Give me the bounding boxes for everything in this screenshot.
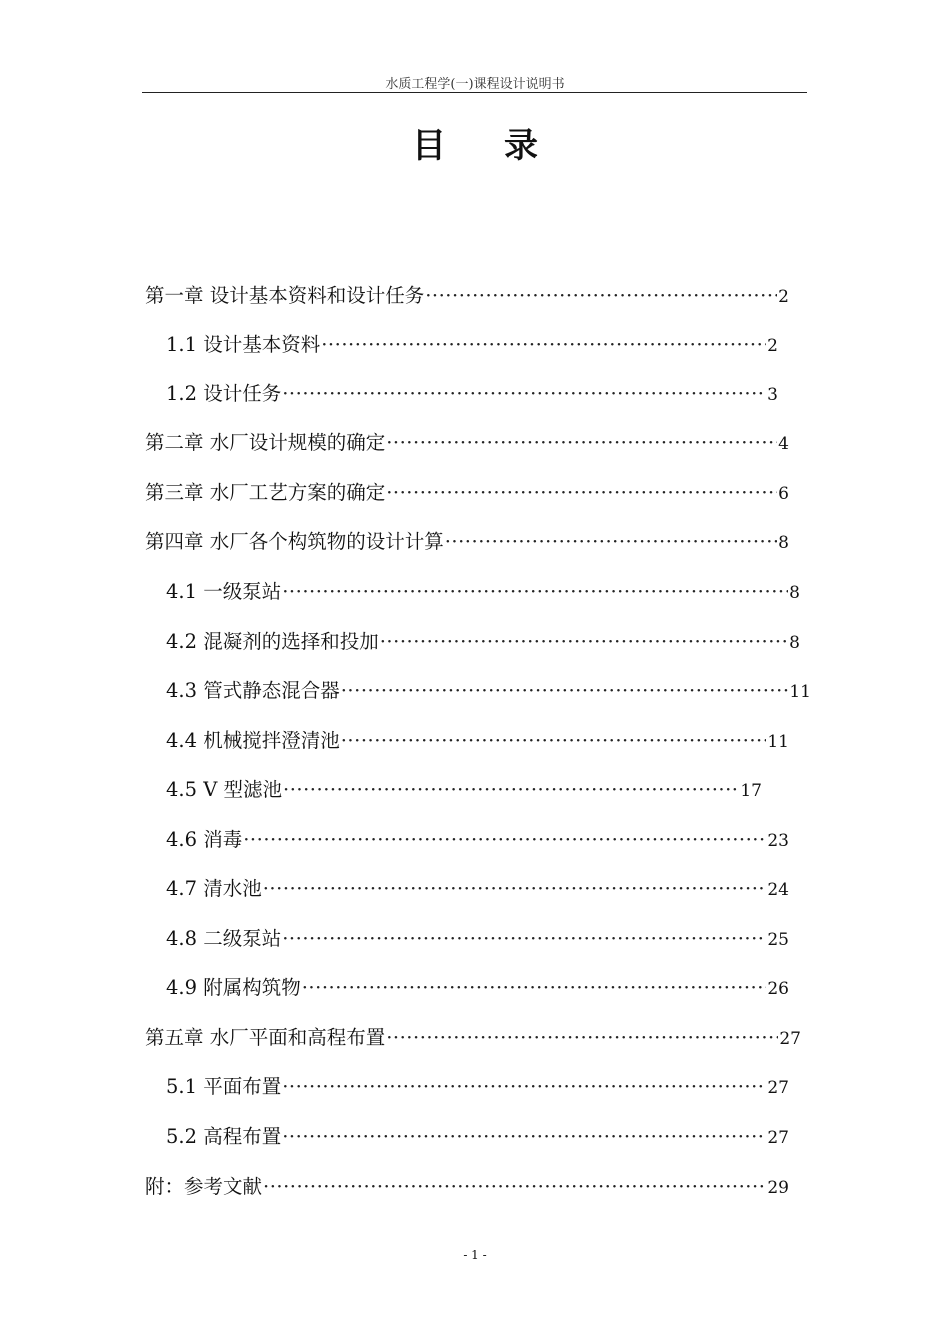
toc-entry-4-4[interactable] xyxy=(166,725,789,755)
toc-page-number: 27 xyxy=(779,1029,801,1049)
toc-label: 4.5 V 型滤池 xyxy=(166,778,282,801)
toc-entry-5-1[interactable] xyxy=(166,1071,789,1101)
toc-leader xyxy=(302,976,767,999)
title-char-2: 录 xyxy=(504,126,538,166)
toc-label: 4.3 管式静态混合器 xyxy=(166,679,340,702)
title-char-1: 目 xyxy=(412,126,446,166)
toc-page-number: 8 xyxy=(789,583,800,603)
toc-page-number: 2 xyxy=(778,287,789,307)
toc-leader xyxy=(282,1125,766,1148)
toc-label: 5.2 高程布置 xyxy=(166,1125,282,1148)
toc-entry-4-2[interactable] xyxy=(166,626,800,656)
toc-page-number: 17 xyxy=(740,781,762,801)
toc-label: 4.2 混凝剂的选择和投加 xyxy=(166,630,379,653)
toc-label: 4.9 附属构筑物 xyxy=(166,976,301,999)
toc-entry-1-1[interactable] xyxy=(166,329,778,359)
toc-leader xyxy=(282,382,766,405)
toc-page-number: 6 xyxy=(778,484,789,504)
toc-label: 4.8 二级泵站 xyxy=(166,927,282,950)
toc-leader xyxy=(282,580,788,603)
toc-entry-4-5[interactable] xyxy=(166,774,762,804)
toc-label: 1.1 设计基本资料 xyxy=(166,333,321,356)
toc-page-number: 11 xyxy=(767,732,789,752)
toc-leader xyxy=(243,828,766,851)
toc-page-number: 2 xyxy=(767,336,778,356)
toc-leader xyxy=(425,284,777,307)
toc-entry-chapter-3[interactable] xyxy=(145,477,789,507)
toc-label: 4.4 机械搅拌澄清池 xyxy=(166,729,340,752)
toc-page-number: 8 xyxy=(789,633,800,653)
toc-label: 第一章 设计基本资料和设计任务 xyxy=(145,284,425,307)
toc-entry-4-9[interactable] xyxy=(166,972,789,1002)
toc-leader xyxy=(341,679,789,702)
toc-leader xyxy=(263,1175,766,1198)
toc-label: 第五章 水厂平面和高程布置 xyxy=(145,1026,386,1049)
toc-label: 第二章 水厂设计规模的确定 xyxy=(145,431,386,454)
toc-leader xyxy=(321,333,766,356)
toc-label: 1.2 设计任务 xyxy=(166,382,282,405)
toc-leader xyxy=(341,729,767,752)
toc-label: 5.1 平面布置 xyxy=(166,1075,282,1098)
toc-entry-chapter-2[interactable] xyxy=(145,427,789,457)
toc-page-number: 29 xyxy=(767,1178,789,1198)
toc-entry-1-2[interactable] xyxy=(166,378,778,408)
toc-leader xyxy=(445,530,777,553)
toc-entry-references[interactable] xyxy=(145,1171,789,1201)
toc-entry-4-3[interactable] xyxy=(166,675,811,705)
toc-label: 4.6 消毒 xyxy=(166,828,243,851)
header-rule xyxy=(142,92,807,93)
toc-entry-chapter-1[interactable] xyxy=(145,280,789,310)
running-header: 水质工程学(一)课程设计说明书 xyxy=(385,77,565,92)
toc-leader xyxy=(263,877,767,900)
toc-entry-5-2[interactable] xyxy=(166,1121,789,1151)
toc-leader xyxy=(386,431,777,454)
toc-page-number: 4 xyxy=(778,434,789,454)
toc-page-number: 25 xyxy=(767,930,789,950)
toc-entry-chapter-5[interactable] xyxy=(145,1022,801,1052)
toc-entry-4-6[interactable] xyxy=(166,824,789,854)
toc-entry-chapter-4[interactable] xyxy=(145,526,789,556)
toc-page-number: 27 xyxy=(767,1078,789,1098)
toc-leader xyxy=(282,927,766,950)
toc-label: 第四章 水厂各个构筑物的设计计算 xyxy=(145,530,444,553)
toc-entry-4-7[interactable] xyxy=(166,873,789,903)
toc-page-number: 8 xyxy=(778,533,789,553)
toc-label: 4.7 清水池 xyxy=(166,877,262,900)
toc-page-number: 23 xyxy=(767,831,789,851)
toc-label: 第三章 水厂工艺方案的确定 xyxy=(145,481,386,504)
toc-leader xyxy=(386,481,777,504)
toc-leader xyxy=(283,778,739,801)
toc-page-number: 27 xyxy=(767,1128,789,1148)
toc-leader xyxy=(380,630,788,653)
toc-leader xyxy=(282,1075,766,1098)
toc-leader xyxy=(386,1026,778,1049)
toc-label: 4.1 一级泵站 xyxy=(166,580,282,603)
page-title xyxy=(0,118,950,167)
toc-entry-4-1[interactable] xyxy=(166,576,800,606)
toc-page-number: 26 xyxy=(767,979,789,999)
page-number-footer: - 1 - xyxy=(463,1248,487,1262)
toc-entry-4-8[interactable] xyxy=(166,923,789,953)
toc-page-number: 24 xyxy=(767,880,789,900)
toc-page-number: 11 xyxy=(789,682,811,702)
toc-label: 附：参考文献 xyxy=(145,1175,263,1198)
toc-page-number: 3 xyxy=(767,385,778,405)
